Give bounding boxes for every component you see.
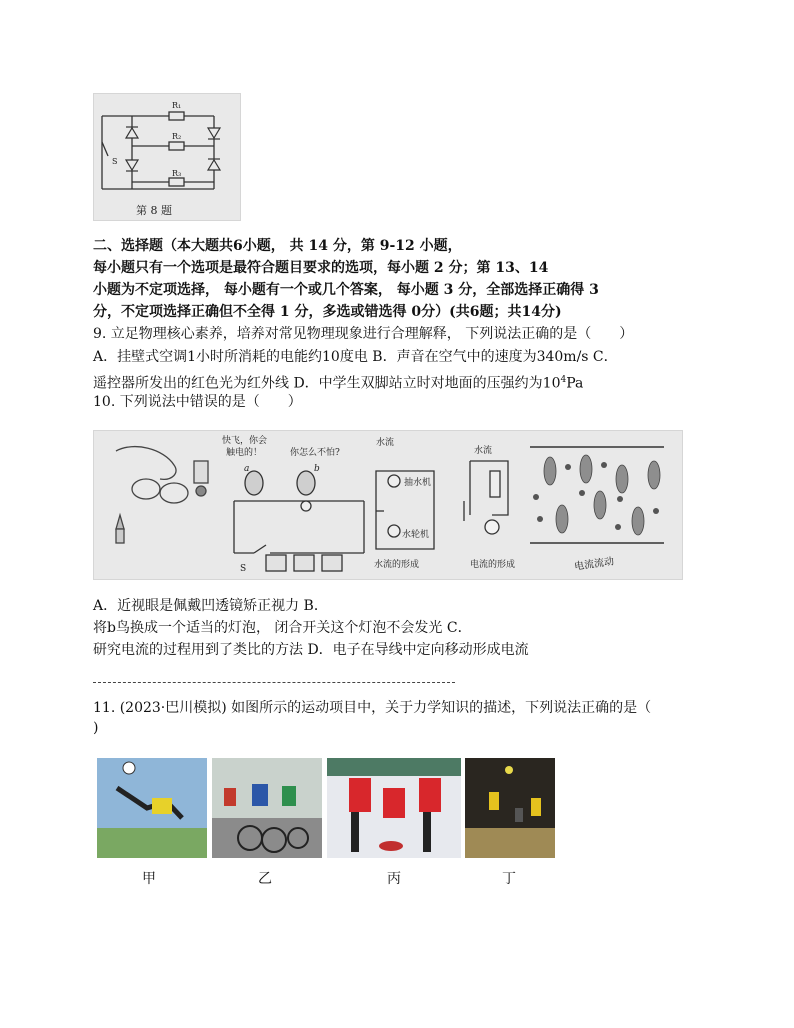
q10-stem: 10. 下列说法中错误的是（ ） (93, 394, 302, 410)
section-heading-line4: 分，不定项选择正确但不全得 1 分，多选或错选得 0分）(共6题；共14分) (93, 304, 562, 320)
bubble2-text: 你怎么不怕? (290, 448, 340, 458)
q9-options-line1: A．挂壁式空调1小时所消耗的电能约10度电 B．声音在空气中的速度为340m/s C． (93, 349, 618, 365)
r2-label: R₂ (172, 132, 182, 141)
bird-a-label: a (244, 464, 250, 474)
photo-cycling (212, 758, 322, 858)
electron-flow-caption: 电流流动 (573, 556, 615, 573)
water-formation-caption: 水流的形成 (374, 560, 420, 570)
q11-stem: 11. (2023·巴川模拟) 如图所示的运动项目中，关于力学知识的描述，下列说法正确的是（ (93, 700, 652, 716)
photo-volleyball (465, 758, 555, 858)
q10-figure-strip (93, 430, 683, 580)
switch-label: S (112, 157, 118, 166)
caption-yi: 乙 (258, 871, 272, 887)
r1-label: R₁ (172, 101, 182, 110)
q9-options-line2-text: 遥控器所发出的红色光为红外线 D．中学生双脚站立时对地面的压强约为10 (93, 375, 561, 392)
section-heading-line2: 每小题只有一个选项是最符合题目要求的选项，每小题 2 分；第 13、14 (93, 260, 549, 276)
figure-caption: 第 8 题 (136, 204, 172, 217)
photo-soccer (97, 758, 207, 858)
q10-option-a: A．近视眼是佩戴凹透镜矫正视力 B． (93, 598, 328, 614)
turbine-label: 水轮机 (402, 530, 430, 540)
caption-ding: 丁 (502, 871, 516, 887)
caption-jia: 甲 (142, 871, 156, 887)
current-formation-caption: 电流的形成 (470, 560, 516, 570)
q10-option-b: 将b鸟换成一个适当的灯泡， 闭合开关这个灯泡不会发光 C． (93, 620, 472, 636)
circuit-figure-q8 (93, 93, 241, 221)
q9-options-line2 (93, 370, 583, 394)
q9-unit: Pa (566, 375, 584, 392)
r3-label: R₃ (172, 169, 182, 178)
section-heading-line1: 二、选择题（本大题共6小题， 共 14 分，第 9-12 小题， (93, 238, 462, 254)
q10-option-c-d: 研究电流的过程用到了类比的方法 D．电子在导线中定向移动形成电流 (93, 642, 529, 658)
separator-line (93, 682, 455, 683)
current-flow-label: 水流 (474, 446, 493, 456)
water-flow-label: 水流 (376, 438, 395, 448)
q9-exponent: 4 (560, 375, 567, 385)
switch-s-label: S (240, 564, 247, 574)
section-heading-line3: 小题为不定项选择， 每小题有一个或几个答案， 每小题 3 分，全部选择正确得 3 (93, 282, 599, 298)
q11-stem-cont: ) (93, 720, 99, 736)
q9-stem: 9. 立足物理核心素养，培养对常见物理现象进行合理解释， 下列说法正确的是（ ） (93, 326, 634, 342)
caption-bing: 丙 (387, 871, 401, 887)
bird-b-label: b (314, 464, 320, 474)
pump-label: 抽水机 (404, 478, 432, 488)
bubble1b-text: 触电的！ (226, 448, 263, 458)
bubble1-text: 快飞，你会 (222, 436, 268, 446)
photo-curling (327, 758, 461, 858)
